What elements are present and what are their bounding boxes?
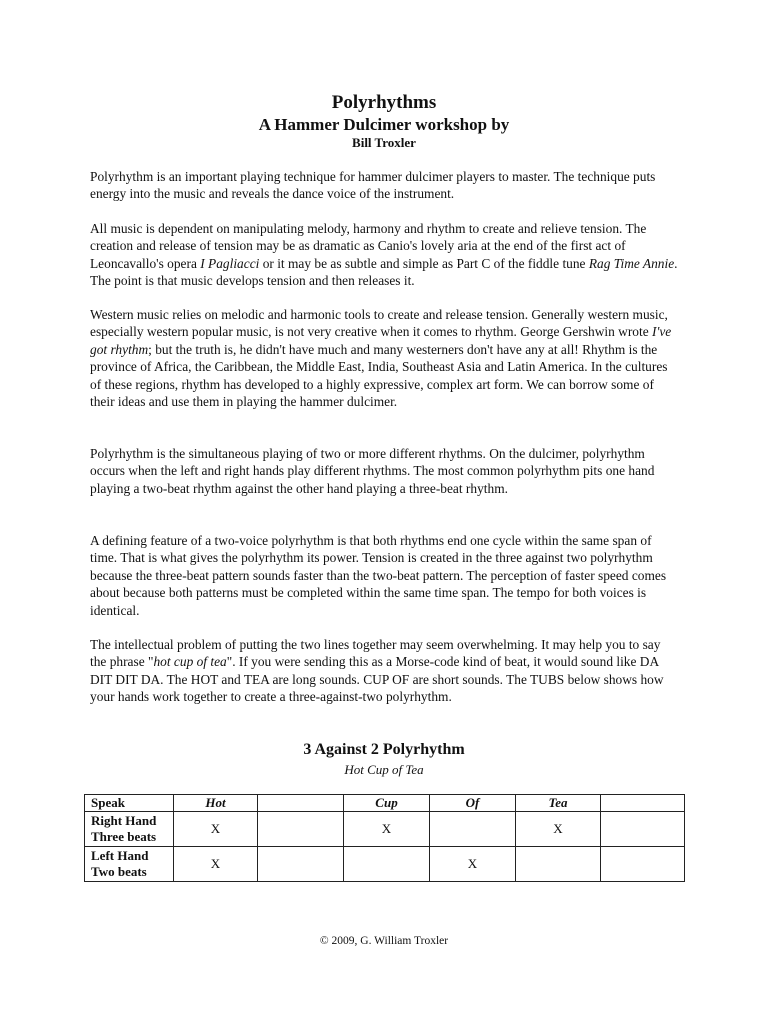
table-cell: Of bbox=[430, 795, 516, 812]
paragraph-text: Polyrhythm is the simultaneous playing of two or more different rhythms. On the dulcimer, polyrhythm occurs when the left and right hands play different rhythms. The most common polyrhythm pits one hand playing a two-beat rhythm against the other hand playing a three-beat rhythm. bbox=[90, 446, 655, 496]
table-cell bbox=[258, 847, 344, 882]
paragraph-tension bbox=[90, 220, 680, 290]
table-cell bbox=[344, 847, 430, 882]
table-cell bbox=[516, 847, 601, 882]
paragraph-text: Western music relies on melodic and harmonic tools to create and release tension. Generally western music, especially western popular music, is not very creative when it comes to rhythm. George Gershwin wrote bbox=[90, 307, 668, 340]
table-cell bbox=[601, 795, 685, 812]
page-subtitle: A Hammer Dulcimer workshop by bbox=[258, 115, 510, 134]
paragraph-text: The intellectual problem of putting the two lines together may seem overwhelming. It may help you to say the phrase " bbox=[90, 637, 661, 670]
paragraph-definition bbox=[90, 445, 680, 497]
paragraph-intro bbox=[90, 168, 680, 203]
paragraph-defining-feature bbox=[90, 532, 680, 619]
section-title: 3 Against 2 Polyrhythm bbox=[303, 741, 465, 758]
table-cell bbox=[601, 812, 685, 847]
page-title: Polyrhythms bbox=[331, 92, 437, 113]
phrase-text: hot cup of tea bbox=[153, 654, 227, 670]
table-cell: X bbox=[344, 812, 430, 847]
table-cell: Hot bbox=[174, 795, 258, 812]
section-subtitle: Hot Cup of Tea bbox=[344, 762, 424, 777]
row-label: Speak bbox=[85, 795, 174, 812]
table-row-speak bbox=[85, 795, 685, 812]
paragraph-text: All music is dependent on manipulating melody, harmony and rhythm to create and relieve tension. The creation and release of tension may be as dramatic as Canio's lovely aria at the end of the first act of Leoncavallo's opera bbox=[90, 221, 647, 271]
copyright-footer: © 2009, G. William Troxler bbox=[319, 935, 449, 947]
paragraph-text: A defining feature of a two-voice polyrhythm is that both rhythms end one cycle within the same span of time. That is what gives the polyrhythm its power. Tension is created in the three against two polyrhythm because the three-beat pattern sounds faster than the two-beat pattern. The perception of faster speed comes about because both patterns must be completed within the same time span. The tempo for both voices is identical. bbox=[90, 533, 667, 618]
table-cell bbox=[601, 847, 685, 882]
paragraph-text: . The point is that music develops tension and then releases it. bbox=[90, 255, 678, 289]
paragraph-western-music bbox=[90, 306, 680, 410]
paragraph-text: ". If you were sending this as a Morse-code kind of beat, it would sound like DA DIT DIT DA. The HOT and TEA are long sounds. CUP OF are short sounds. The TUBS below shows how your hands work together to create a three-against-two polyrhythm. bbox=[90, 654, 664, 705]
table-cell bbox=[258, 812, 344, 847]
paragraph-hot-cup-of-tea bbox=[90, 636, 680, 706]
table-cell: Tea bbox=[516, 795, 601, 812]
paragraph-text: ; but the truth is, he didn't have much and many westerners don't have any at all! Rhythm is the province of Africa, the Caribbean, the Middle East, India, Southeast Asia and Latin America. In the cultures of these regions, rhythm has developed to a highly expressive, complex art form. We can borrow some of their ideas and use them in playing the hammer dulcimer. bbox=[90, 341, 668, 410]
table-cell bbox=[258, 795, 344, 812]
row-label: Left Hand Two beats bbox=[85, 847, 174, 882]
table-cell: X bbox=[516, 812, 601, 847]
opera-title: I Pagliacci bbox=[200, 255, 260, 271]
table-cell: X bbox=[174, 812, 258, 847]
table-cell bbox=[430, 812, 516, 847]
row-label: Right Hand Three beats bbox=[85, 812, 174, 847]
tune-title: Rag Time Annie bbox=[588, 255, 675, 271]
table-row-left-hand bbox=[85, 847, 685, 882]
song-title: I've got rhythm bbox=[90, 324, 672, 357]
table-row-right-hand bbox=[85, 812, 685, 847]
table-cell: X bbox=[430, 847, 516, 882]
table-cell: Cup bbox=[344, 795, 430, 812]
author-name: Bill Troxler bbox=[352, 135, 416, 150]
tubs-table bbox=[84, 794, 685, 882]
table-cell: X bbox=[174, 847, 258, 882]
paragraph-text: Polyrhythm is an important playing technique for hammer dulcimer players to master. The technique puts energy into the music and reveals the dance voice of the instrument. bbox=[90, 169, 656, 202]
paragraph-text: or it may be as subtle and simple as Part C of the fiddle tune bbox=[259, 255, 589, 271]
